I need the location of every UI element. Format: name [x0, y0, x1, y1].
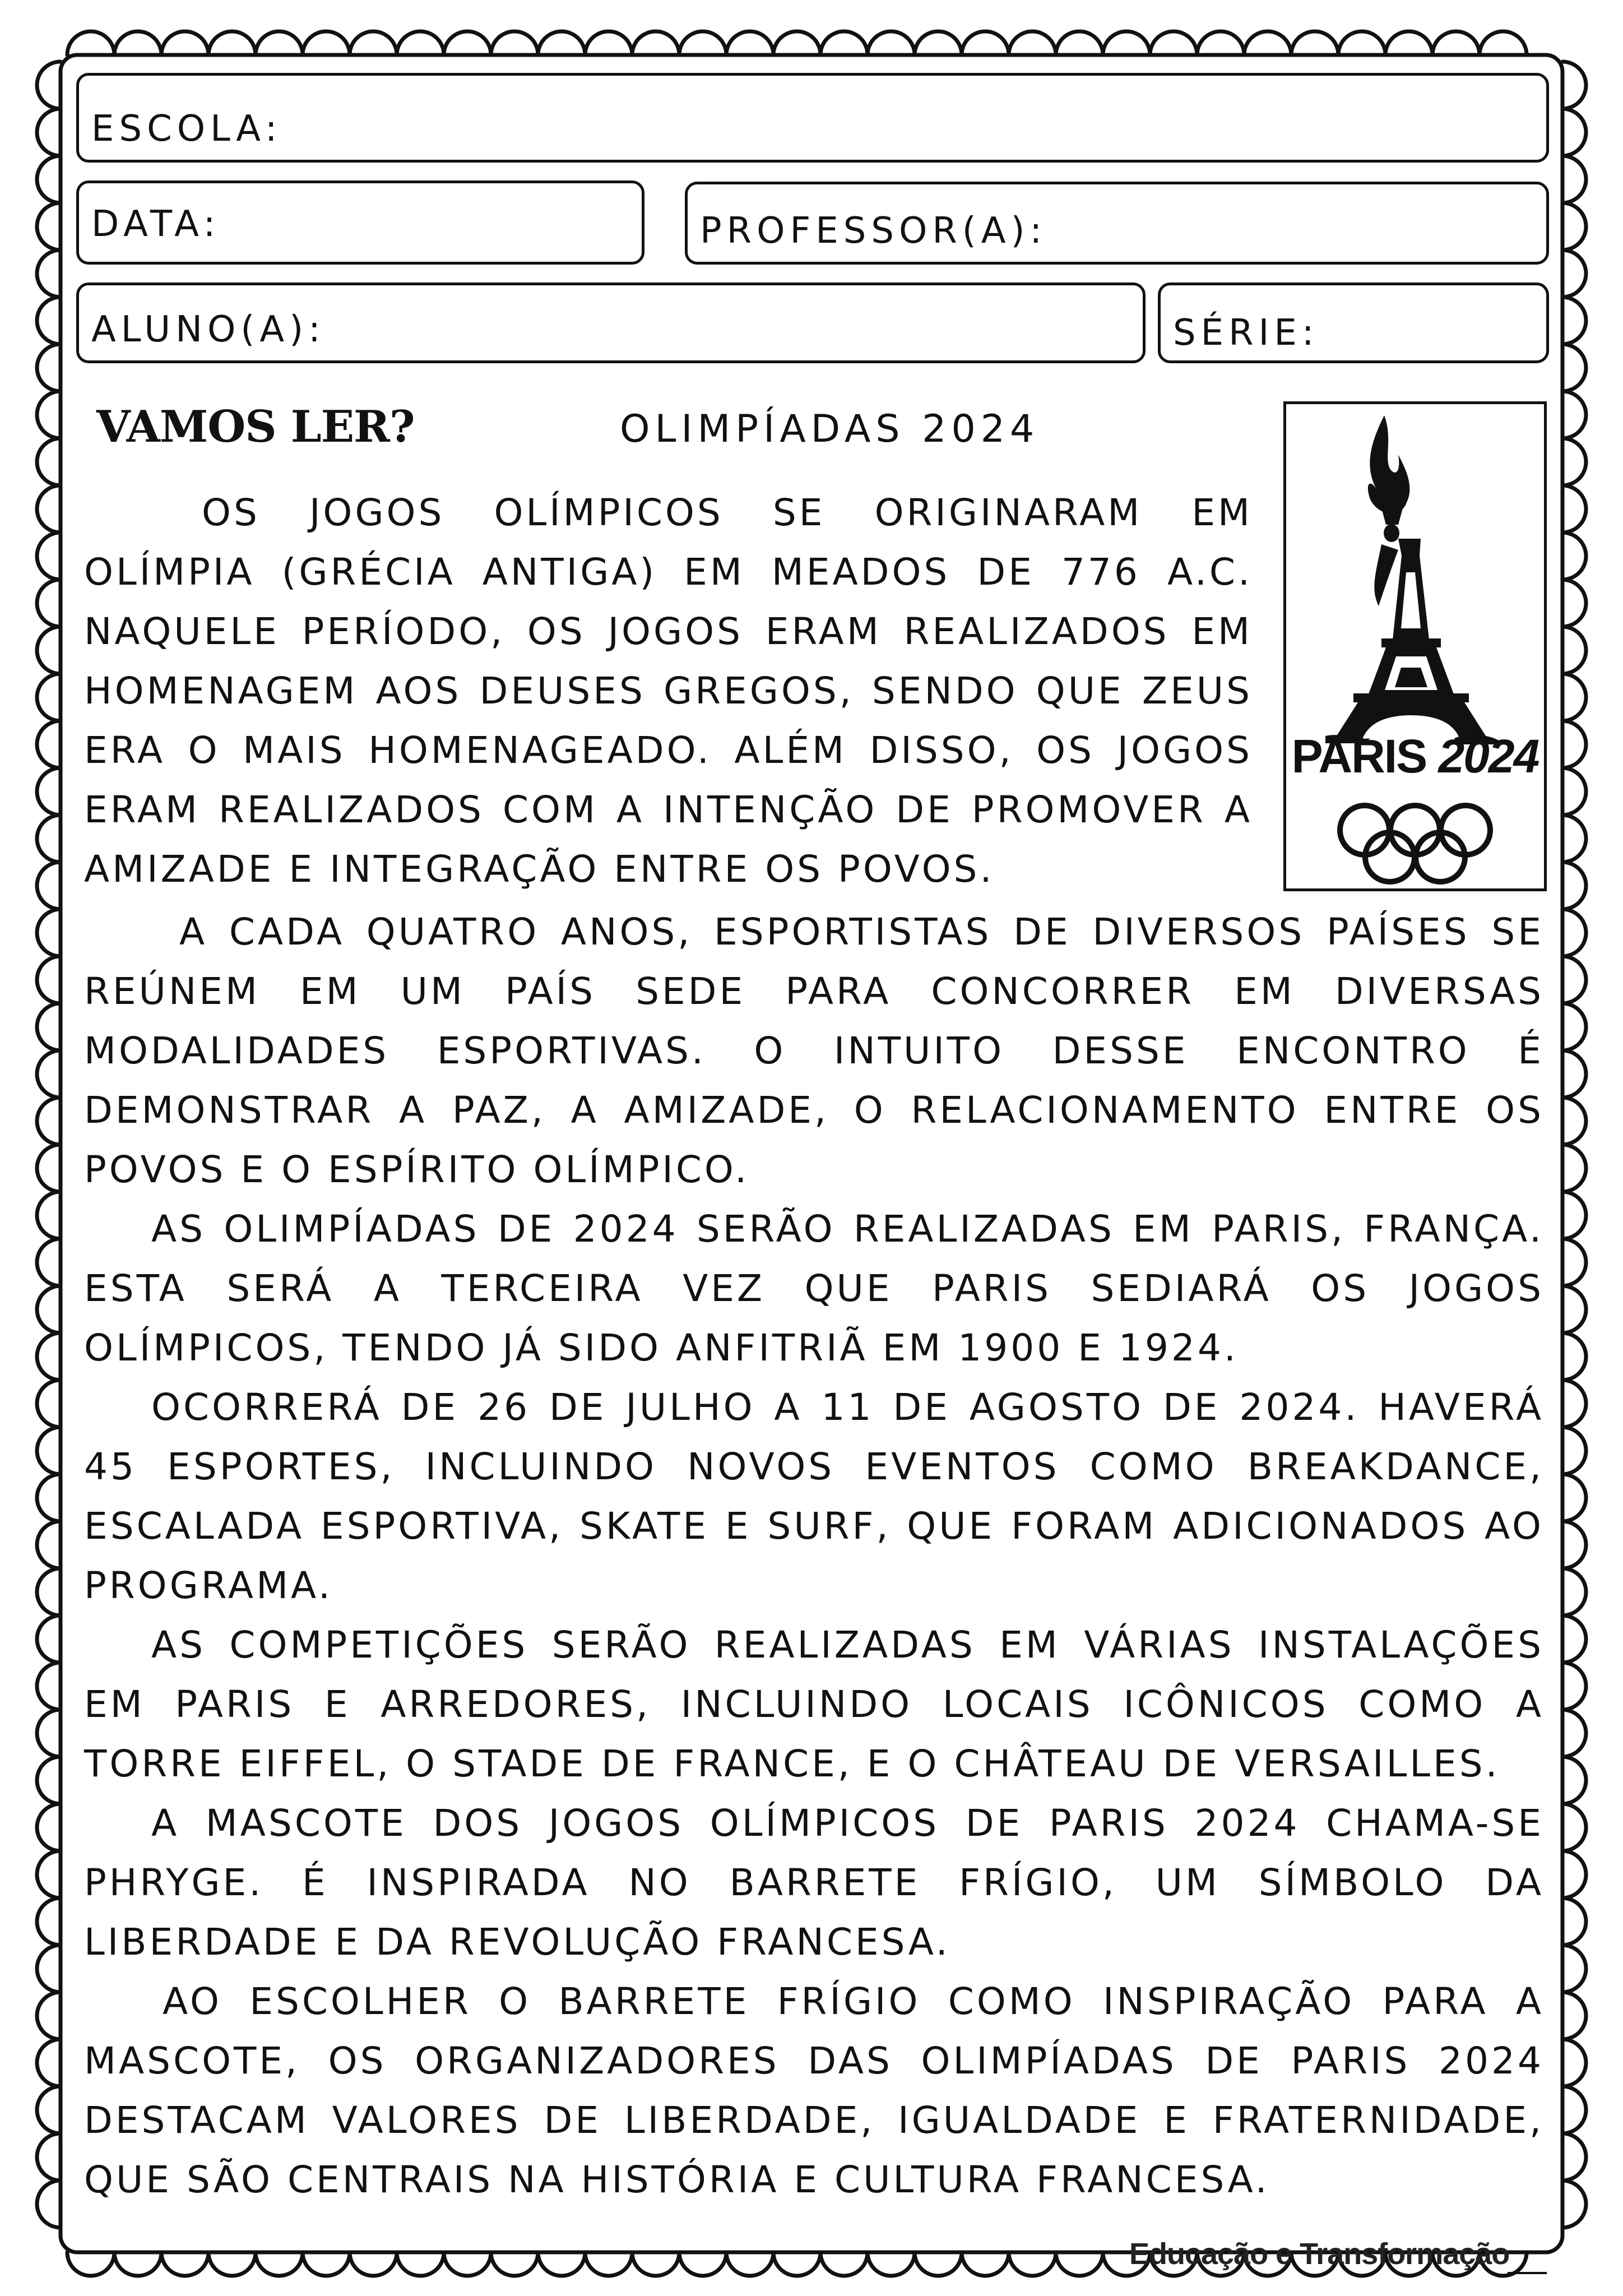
text-line: TORRE EIFFEL, O STADE DE FRANCE, E O CHÂTEAU DE VERSAILLES. — [84, 1742, 1500, 1785]
eiffel-tower-torch-icon — [1286, 404, 1544, 888]
text-line: PHRYGE. É INSPIRADA NO BARRETE FRÍGIO, UM SÍMBOLO DA — [84, 1861, 1544, 1904]
paris-2024-logo — [1283, 401, 1547, 891]
paris-2024-logo-text — [1286, 729, 1544, 784]
logo-city: PARIS — [1291, 730, 1427, 783]
aluno-field[interactable] — [76, 283, 1146, 363]
text-line: QUE SÃO CENTRAIS NA HISTÓRIA E CULTURA FRANCESA. — [84, 2158, 1270, 2201]
text-line: AO ESCOLHER O BARRETE FRÍGIO COMO INSPIRAÇÃO PARA A — [163, 1980, 1544, 2023]
text-line: AS OLIMPÍADAS DE 2024 SERÃO REALIZADAS EM PARIS, FRANÇA. — [151, 1207, 1544, 1251]
text-line: A MASCOTE DOS JOGOS OLÍMPICOS DE PARIS 2024 CHAMA-SE — [151, 1802, 1544, 1845]
text-line: MODALIDADES ESPORTIVAS. O INTUITO DESSE ENCONTRO É — [84, 1029, 1544, 1072]
text-line: HOMENAGEM AOS DEUSES GREGOS, SENDO QUE ZEUS — [84, 669, 1253, 712]
text-line: OLÍMPIA (GRÉCIA ANTIGA) EM MEADOS DE 776 A.C. — [84, 550, 1253, 594]
text-line: OS JOGOS OLÍMPICOS SE ORIGINARAM EM — [202, 491, 1253, 534]
text-line: AMIZADE E INTEGRAÇÃO ENTRE OS POVOS. — [84, 848, 995, 891]
logo-year: 2024 — [1438, 730, 1539, 783]
text-line: REÚNEM EM UM PAÍS SEDE PARA CONCORRER EM DIVERSAS — [84, 970, 1544, 1013]
text-line: LIBERDADE E DA REVOLUÇÃO FRANCESA. — [84, 1920, 950, 1964]
text-line: A CADA QUATRO ANOS, ESPORTISTAS DE DIVERSOS PAÍSES SE — [179, 910, 1544, 953]
escola-label: ESCOLA: — [91, 108, 282, 150]
escola-field[interactable] — [76, 73, 1549, 163]
text-line: MASCOTE, OS ORGANIZADORES DAS OLIMPÍADAS DE PARIS 2024 — [84, 2039, 1544, 2082]
text-line: EM PARIS E ARREDORES, INCLUINDO LOCAIS ICÔNICOS COMO A — [84, 1683, 1544, 1726]
serie-field[interactable] — [1158, 283, 1549, 363]
text-line: ESTA SERÁ A TERCEIRA VEZ QUE PARIS SEDIARÁ OS JOGOS — [84, 1267, 1544, 1310]
text-line: ESCALADA ESPORTIVA, SKATE E SURF, QUE FORAM ADICIONADOS AO — [84, 1505, 1544, 1548]
text-line: AS COMPETIÇÕES SERÃO REALIZADAS EM VÁRIAS INSTALAÇÕES — [151, 1623, 1544, 1667]
text-line: POVOS E O ESPÍRITO OLÍMPICO. — [84, 1148, 750, 1191]
text-line: 45 ESPORTES, INCLUINDO NOVOS EVENTOS COMO BREAKDANCE, — [84, 1445, 1544, 1488]
professor-field[interactable] — [685, 182, 1549, 265]
text-line: ERA O MAIS HOMENAGEADO. ALÉM DISSO, OS JOGOS — [84, 729, 1253, 772]
text-line: ERAM REALIZADOS COM A INTENÇÃO DE PROMOVER A — [84, 788, 1253, 831]
text-line: PROGRAMA. — [84, 1564, 333, 1607]
text-line: DEMONSTRAR A PAZ, A AMIZADE, O RELACIONAMENTO ENTRE OS — [84, 1089, 1544, 1132]
professor-label: PROFESSOR(A): — [700, 210, 1047, 252]
text-line: DESTACAM VALORES DE LIBERDADE, IGUALDADE E FRATERNIDADE, — [84, 2099, 1544, 2142]
footer-underline — [1508, 2272, 1547, 2274]
data-label: DATA: — [91, 203, 221, 245]
page-title: OLIMPÍADAS 2024 — [620, 407, 1040, 451]
vamos-ler-heading: VAMOS LER? — [96, 401, 415, 452]
aluno-label: ALUNO(A): — [91, 309, 326, 350]
text-line: OCORRERÁ DE 26 DE JULHO A 11 DE AGOSTO DE 2024. HAVERÁ — [151, 1386, 1544, 1429]
text-line: NAQUELE PERÍODO, OS JOGOS ERAM REALIZADOS EM — [84, 610, 1253, 653]
data-field[interactable] — [76, 180, 644, 265]
footer-credit: Educação e Transformação — [1129, 2237, 1510, 2271]
serie-label: SÉRIE: — [1173, 312, 1319, 354]
text-line: OLÍMPICOS, TENDO JÁ SIDO ANFITRIÃ EM 1900 E 1924. — [84, 1326, 1239, 1369]
